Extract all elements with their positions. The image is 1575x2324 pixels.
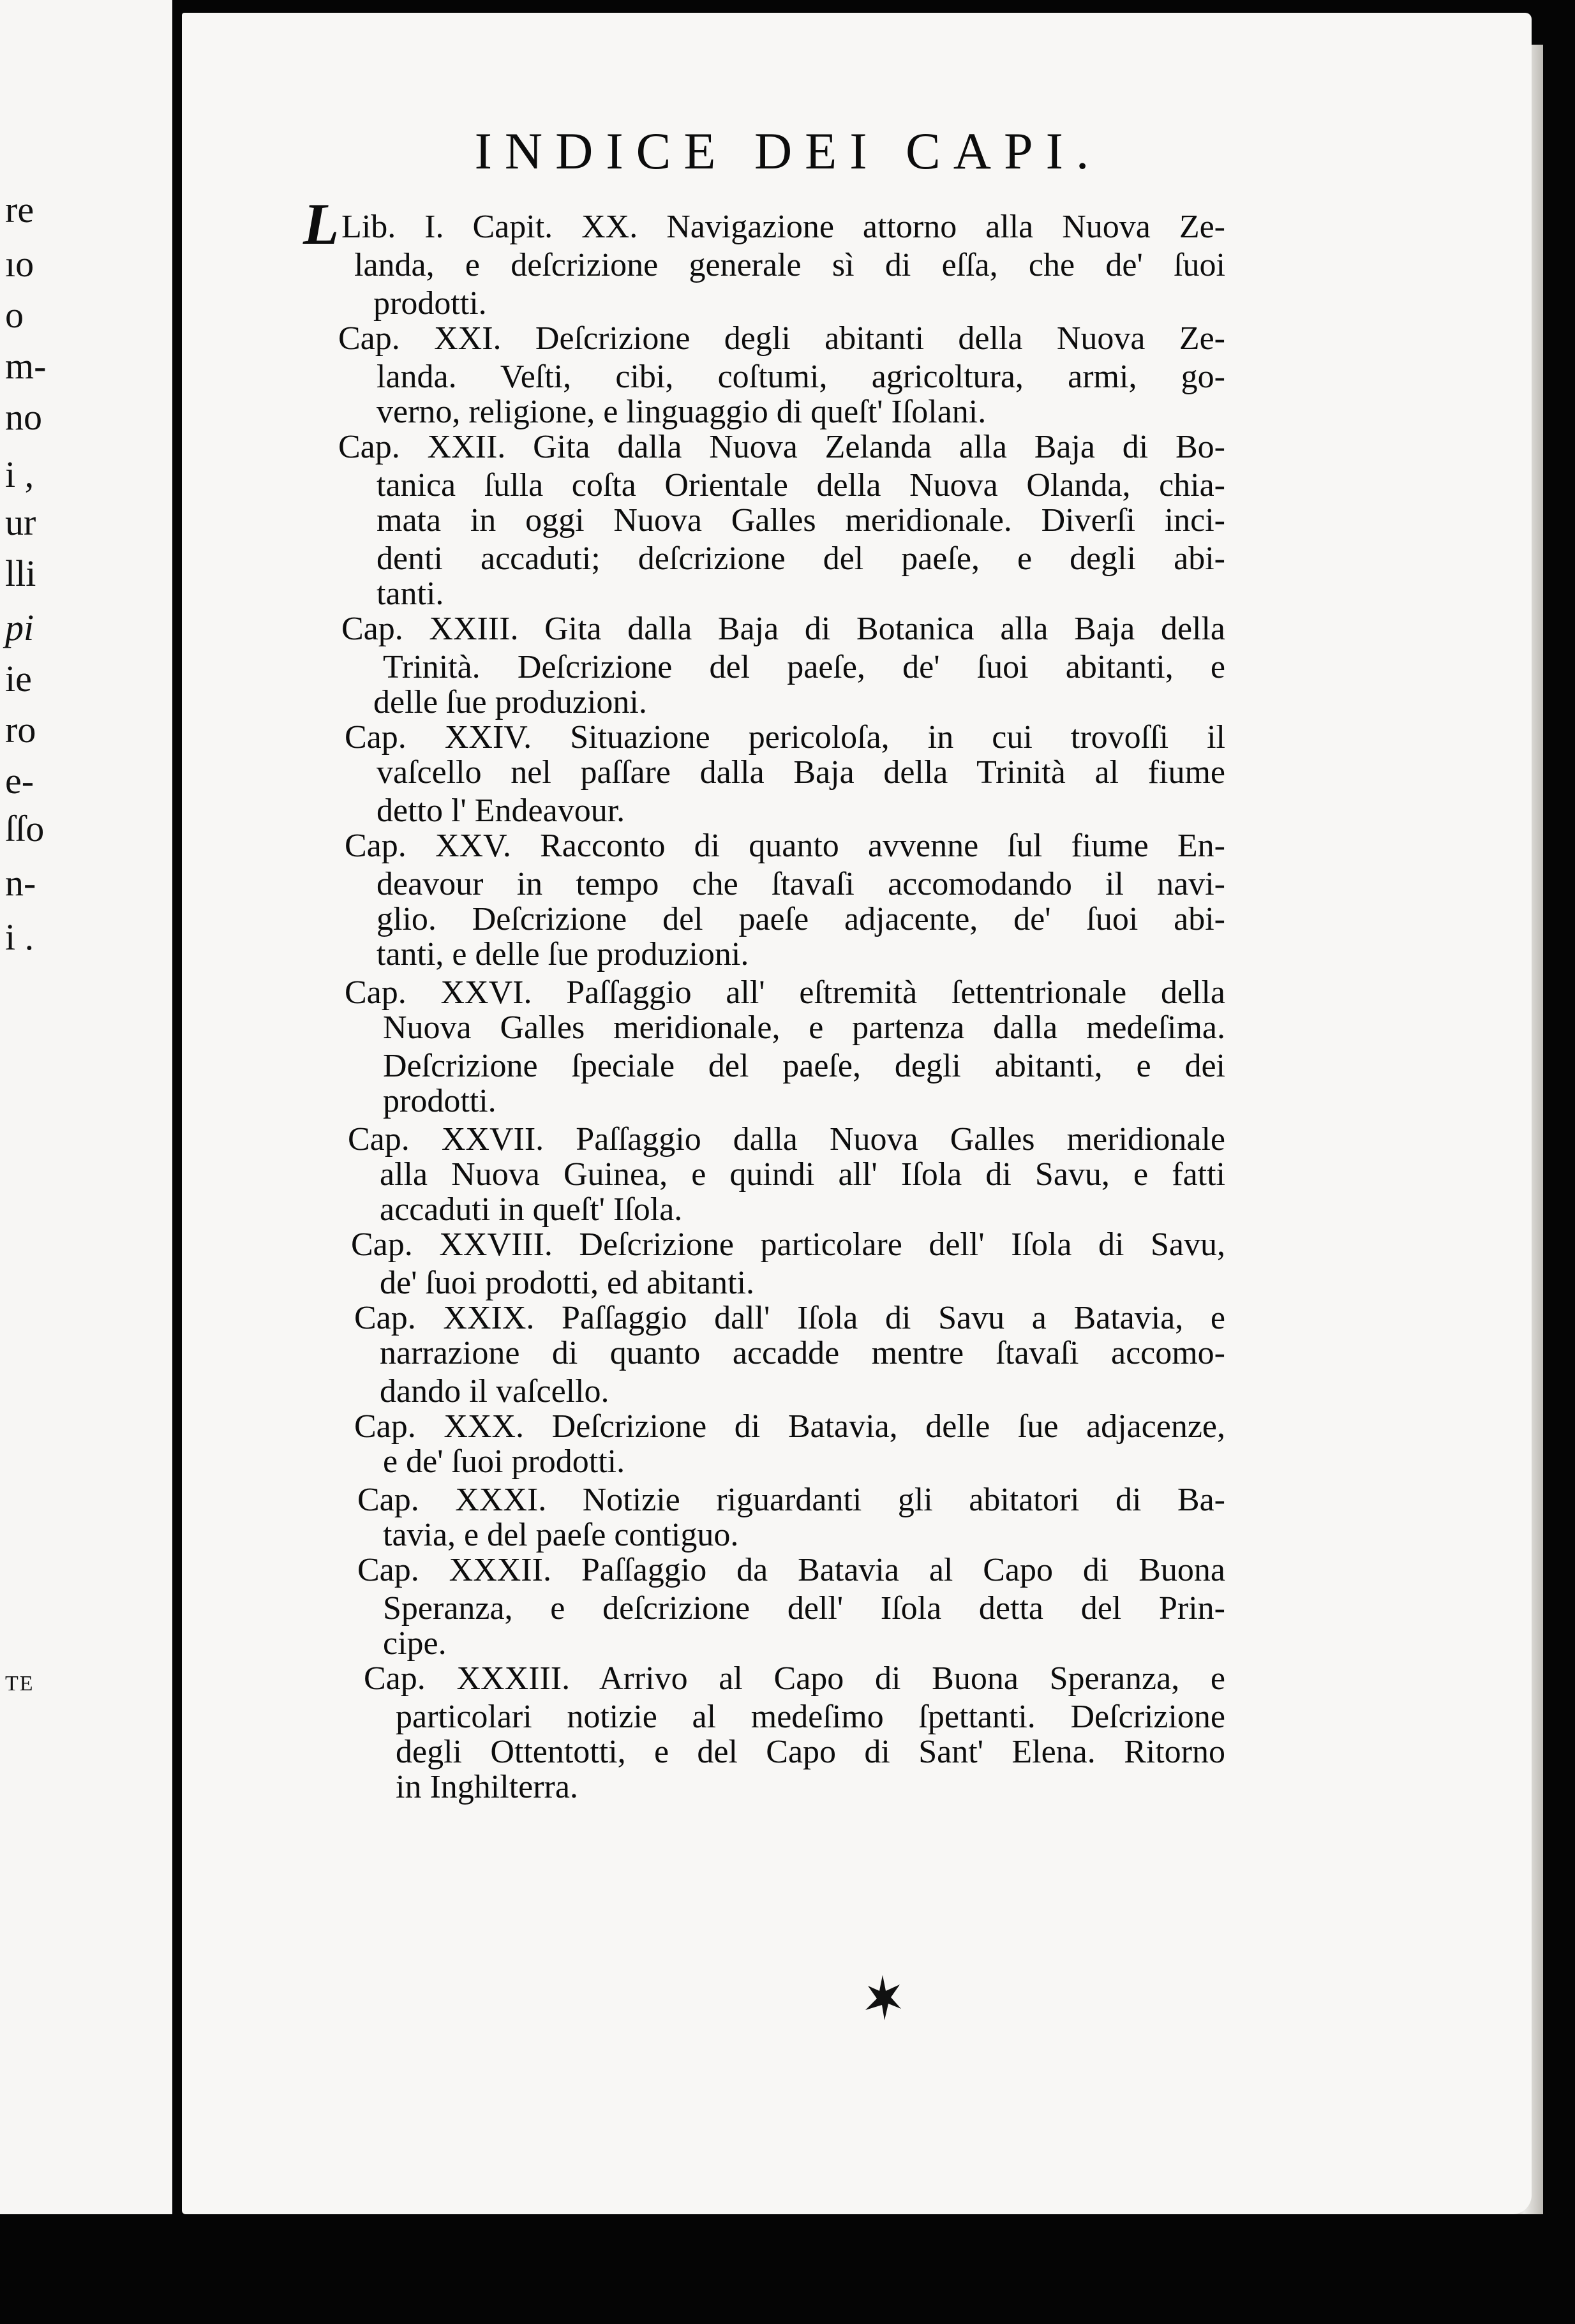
toc-entry-line: Deſcrizione ſpeciale del paeſe, degli abitanti, e dei: [383, 1048, 1225, 1084]
toc-entry-line: in Inghilterra.: [396, 1769, 578, 1805]
toc-entry-heading: Cap. XXVIII. Deſcrizione particolare dell' Iſola di Savu,: [351, 1226, 1225, 1263]
left-page: [0, 0, 172, 2214]
toc-entry-line: prodotti.: [383, 1083, 496, 1119]
toc-entry-heading: Cap. XXVII. Paſſaggio dalla Nuova Galles meridionale: [348, 1121, 1225, 1158]
toc-entry-heading: Cap. XXX. Deſcrizione di Batavia, delle ſue adjacenze,: [354, 1408, 1225, 1445]
toc-entry-line: dando il vaſcello.: [380, 1373, 609, 1410]
left-page-fragment: i .: [5, 916, 34, 958]
drop-capital: L: [303, 191, 340, 257]
page-title: INDICE DEI CAPI.: [474, 122, 1102, 180]
toc-entry-line: tanti.: [377, 576, 444, 612]
toc-entry-heading: Cap. XXV. Racconto di quanto avvenne ſul fiume En-: [345, 828, 1225, 864]
toc-entry-line: Trinità. Deſcrizione del paeſe, de' ſuoi abitanti, e: [383, 649, 1225, 685]
toc-entry-line: vaſcello nel paſſare dalla Baja della Trinità al fiume: [377, 754, 1225, 791]
toc-entry-line: Nuova Galles meridionale, e partenza dalla medeſima.: [383, 1009, 1225, 1046]
toc-entry-line: particolari notizie al medeſimo ſpettanti. Deſcrizione: [396, 1699, 1225, 1735]
toc-entry-heading: Cap. XXIX. Paſſaggio dall' Iſola di Savu a Batavia, e: [354, 1300, 1225, 1336]
toc-entry-line: de' ſuoi prodotti, ed abitanti.: [380, 1265, 755, 1301]
toc-entry-line: denti accaduti; deſcrizione del paeſe, e degli abi-: [377, 540, 1225, 577]
toc-entry-heading: Cap. XXXIII. Arrivo al Capo di Buona Speranza, e: [364, 1660, 1225, 1697]
toc-entry-line: tanica ſulla coſta Orientale della Nuova Olanda, chia-: [377, 467, 1225, 503]
toc-entry-line: glio. Deſcrizione del paeſe adjacente, de' ſuoi abi-: [377, 901, 1225, 937]
toc-entry-heading: Cap. XXII. Gita dalla Nuova Zelanda alla Baja di Bo-: [338, 429, 1225, 465]
toc-entry-line: tavia, e del paeſe contiguo.: [383, 1517, 739, 1553]
toc-entry-heading: Lib. I. Capit. XX. Navigazione attorno alla Nuova Ze-: [341, 209, 1225, 245]
toc-entry-heading: Cap. XXIV. Situazione pericoloſa, in cui trovoſſi il: [345, 719, 1225, 756]
left-page-fragment: n-: [5, 862, 36, 904]
left-page-fragment: ie: [5, 658, 32, 699]
left-page-fragment: i ,: [5, 454, 34, 495]
left-page-fragment: ıo: [5, 243, 34, 285]
toc-entry-line: alla Nuova Guinea, e quindi all' Iſola di Savu, e fatti: [380, 1156, 1225, 1193]
toc-entry-heading: Cap. XXI. Deſcrizione degli abitanti della Nuova Ze-: [338, 320, 1225, 357]
left-page-fragment: no: [5, 396, 42, 438]
left-page-fragment: ro: [5, 709, 36, 750]
toc-entry-line: delle ſue produzioni.: [373, 684, 647, 720]
left-page-fragment: e-: [5, 760, 34, 801]
toc-entry-line: accaduti in queſt' Iſola.: [380, 1191, 683, 1228]
toc-entry-line: e de' ſuoi prodotti.: [383, 1443, 625, 1480]
toc-entry-line: cipe.: [383, 1625, 447, 1662]
toc-entry-line: tanti, e delle ſue produzioni.: [377, 936, 749, 972]
left-page-footer: TE: [5, 1672, 34, 1695]
toc-entry-heading: Cap. XXIII. Gita dalla Baja di Botanica alla Baja della: [341, 611, 1225, 647]
printer-ornament: [860, 1972, 905, 2023]
left-page-fragment: m-: [5, 345, 47, 387]
toc-entry-line: narrazione di quanto accadde mentre ſtavaſi accomo-: [380, 1335, 1225, 1371]
toc-entry-heading: Cap. XXVI. Paſſaggio all' eſtremità ſettentrionale della: [345, 974, 1225, 1011]
toc-entry-line: prodotti.: [373, 285, 487, 322]
toc-entry-heading: Cap. XXXII. Paſſaggio da Batavia al Capo di Buona: [357, 1552, 1225, 1588]
toc-entry-line: Speranza, e deſcrizione dell' Iſola detta del Prin-: [383, 1590, 1225, 1627]
toc-entry-line: detto l' Endeavour.: [377, 793, 625, 829]
left-page-fragment: pi: [5, 607, 34, 648]
toc-entry-heading: Cap. XXXI. Notizie riguardanti gli abitatori di Ba-: [357, 1482, 1225, 1518]
left-page-fragment: lli: [5, 553, 36, 594]
toc-entry-line: deavour in tempo che ſtavaſi accomodando il navi-: [377, 866, 1225, 902]
toc-entry-line: landa. Veſti, cibi, coſtumi, agricoltura, armi, go-: [377, 359, 1225, 395]
left-page-fragment: o: [5, 294, 24, 336]
toc-entry-line: degli Ottentotti, e del Capo di Sant' Elena. Ritorno: [396, 1734, 1225, 1770]
left-page-fragment: ur: [5, 502, 36, 543]
toc-entry-line: mata in oggi Nuova Galles meridionale. Diverſi inci-: [377, 502, 1225, 539]
left-page-fragment: ſſo: [5, 808, 45, 849]
toc-entry-line: landa, e deſcrizione generale sì di eſſa, che de' ſuoi: [354, 247, 1225, 283]
toc-entry-line: verno, religione, e linguaggio di queſt' Iſolani.: [377, 394, 987, 430]
left-page-fragment: re: [5, 189, 34, 230]
